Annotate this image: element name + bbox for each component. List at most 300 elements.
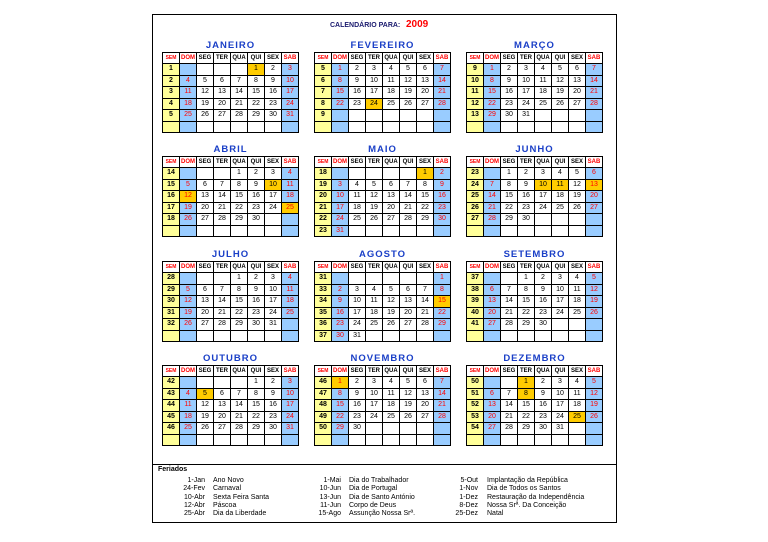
day-cell: 24 (518, 99, 534, 110)
holiday-name: Carnaval (213, 485, 242, 493)
week-number: 19 (315, 180, 331, 191)
holiday-day-cell: 1 (518, 377, 534, 388)
day-cell: 13 (569, 76, 585, 87)
weekday-header: TER (216, 159, 228, 165)
day-cell: 23 (248, 203, 264, 214)
week-number: 18 (315, 168, 331, 179)
week-header: SEM (163, 53, 179, 63)
day-cell (180, 377, 196, 388)
day-cell: 1 (332, 64, 348, 75)
month-grid (314, 365, 451, 446)
day-cell (569, 319, 585, 330)
day-cell: 4 (180, 76, 196, 87)
weekday-header: DOM (333, 368, 347, 374)
day-cell (569, 423, 585, 434)
day-cell: 27 (484, 423, 500, 434)
day-cell (214, 377, 230, 388)
day-cell: 2 (248, 273, 264, 284)
day-cell: 13 (484, 296, 500, 307)
weekday-header: SAB (283, 368, 297, 374)
day-cell: 12 (180, 296, 196, 307)
day-cell: 27 (417, 412, 433, 423)
week-number: 15 (163, 180, 179, 191)
month-block (314, 143, 451, 237)
day-cell: 3 (535, 168, 551, 179)
day-cell: 21 (417, 308, 433, 319)
week-number: 18 (163, 214, 179, 225)
day-cell: 5 (180, 285, 196, 296)
week-number: 46 (163, 423, 179, 434)
day-cell: 14 (214, 296, 230, 307)
day-cell (366, 122, 382, 133)
day-cell: 10 (366, 389, 382, 400)
day-cell: 26 (552, 99, 568, 110)
day-cell: 25 (569, 308, 585, 319)
day-cell: 26 (180, 214, 196, 225)
day-cell: 3 (282, 377, 298, 388)
month-title: JANEIRO (205, 40, 256, 51)
day-cell: 30 (248, 319, 264, 330)
weekday-header: SEX (266, 368, 279, 374)
weekday-header: TER (520, 159, 532, 165)
day-cell: 17 (366, 400, 382, 411)
month-title: DEZEMBRO (503, 353, 566, 364)
holiday-date: 10-Abr (183, 493, 205, 501)
day-cell (586, 110, 602, 121)
day-cell (434, 423, 450, 434)
holiday-date: 5-Out (460, 477, 478, 484)
day-cell (434, 226, 450, 237)
day-cell: 17 (535, 191, 551, 202)
weekday-header: SEX (570, 264, 583, 270)
week-header: SEM (467, 366, 483, 376)
day-cell (535, 110, 551, 121)
day-cell (332, 168, 348, 179)
week-number: 23 (467, 168, 483, 179)
day-cell: 19 (586, 400, 602, 411)
day-cell (417, 331, 433, 342)
holiday-day-cell: 5 (197, 389, 213, 400)
weekday-header: DOM (333, 55, 347, 61)
day-cell: 4 (569, 377, 585, 388)
day-cell: 15 (518, 296, 534, 307)
month-block (466, 352, 603, 446)
day-cell: 27 (214, 423, 230, 434)
holiday-name: Dia da Liberdade (213, 510, 267, 518)
day-cell: 4 (569, 273, 585, 284)
month-block (162, 39, 299, 133)
day-cell: 24 (552, 412, 568, 423)
day-cell (552, 110, 568, 121)
day-cell: 6 (400, 285, 416, 296)
day-cell (366, 168, 382, 179)
week-number (467, 226, 483, 237)
week-number: 23 (315, 226, 331, 237)
day-cell (383, 273, 399, 284)
day-cell: 5 (383, 285, 399, 296)
weekday-header: QUI (248, 262, 264, 272)
holiday-date: 15-Ago (318, 510, 341, 518)
day-cell (282, 226, 298, 237)
day-cell: 22 (518, 308, 534, 319)
day-cell: 28 (434, 99, 450, 110)
day-cell: 10 (282, 389, 298, 400)
day-cell (265, 435, 281, 446)
week-number: 37 (467, 273, 483, 284)
day-cell: 16 (332, 308, 348, 319)
weekday-header: QUA (536, 368, 550, 374)
holiday-date: 10-Jun (319, 485, 341, 493)
day-cell: 16 (518, 191, 534, 202)
day-cell: 20 (400, 308, 416, 319)
day-cell: 8 (518, 285, 534, 296)
day-cell (214, 435, 230, 446)
day-cell: 3 (366, 377, 382, 388)
week-number: 25 (467, 191, 483, 202)
day-cell (180, 64, 196, 75)
section-divider (152, 464, 617, 465)
day-cell: 18 (552, 191, 568, 202)
day-cell: 22 (434, 308, 450, 319)
day-cell: 19 (569, 191, 585, 202)
day-cell: 5 (586, 377, 602, 388)
day-cell: 17 (349, 308, 365, 319)
month-grid (314, 261, 451, 342)
day-cell: 16 (248, 296, 264, 307)
day-cell: 20 (417, 87, 433, 98)
day-cell: 27 (383, 214, 399, 225)
weekday-header: SEG (198, 264, 212, 270)
weekday-header: DOM (333, 264, 347, 270)
weekday-header: TER (368, 264, 380, 270)
day-cell (332, 122, 348, 133)
day-cell (400, 110, 416, 121)
day-cell: 27 (400, 319, 416, 330)
day-cell: 7 (214, 285, 230, 296)
day-cell (535, 122, 551, 133)
day-cell (552, 319, 568, 330)
holiday-date: 1-Mai (323, 477, 341, 484)
day-cell: 9 (434, 180, 450, 191)
weekday-header: SEX (570, 55, 583, 61)
week-number: 42 (163, 377, 179, 388)
day-cell: 23 (265, 412, 281, 423)
day-cell (400, 435, 416, 446)
day-cell (569, 435, 585, 446)
day-cell: 4 (282, 273, 298, 284)
day-cell: 4 (535, 64, 551, 75)
day-cell: 17 (518, 87, 534, 98)
weekday-header: SEG (198, 159, 212, 165)
day-cell: 29 (518, 319, 534, 330)
day-cell (248, 435, 264, 446)
weekday-header: SAB (587, 264, 601, 270)
day-cell: 21 (231, 412, 247, 423)
week-number: 34 (315, 296, 331, 307)
day-cell: 6 (214, 76, 230, 87)
day-cell (400, 122, 416, 133)
holiday-date: 1-Dez (459, 493, 478, 501)
day-cell: 18 (366, 308, 382, 319)
week-header: SEM (315, 366, 331, 376)
weekday-header: QUA (232, 159, 246, 165)
weekday-header: SEG (502, 55, 516, 61)
day-cell: 16 (265, 400, 281, 411)
day-cell: 23 (535, 308, 551, 319)
day-cell: 9 (248, 180, 264, 191)
weekday-header: TER (368, 159, 380, 165)
day-cell (383, 110, 399, 121)
day-cell: 29 (434, 319, 450, 330)
holiday-name: Ano Novo (213, 477, 244, 484)
day-cell: 17 (282, 400, 298, 411)
day-cell: 5 (552, 64, 568, 75)
week-number: 14 (163, 168, 179, 179)
day-cell (265, 331, 281, 342)
day-cell (586, 435, 602, 446)
month-block (466, 248, 603, 342)
day-cell: 24 (552, 308, 568, 319)
day-cell: 1 (231, 168, 247, 179)
day-cell: 21 (400, 203, 416, 214)
day-cell (434, 331, 450, 342)
week-number (315, 435, 331, 446)
day-cell (569, 331, 585, 342)
day-cell: 13 (214, 400, 230, 411)
day-cell: 7 (434, 377, 450, 388)
day-cell: 1 (231, 273, 247, 284)
day-cell (535, 435, 551, 446)
day-cell: 2 (434, 168, 450, 179)
day-cell (518, 226, 534, 237)
day-cell (332, 435, 348, 446)
day-cell: 15 (231, 296, 247, 307)
day-cell: 25 (282, 308, 298, 319)
weekday-header: SEX (266, 159, 279, 165)
month-block (162, 248, 299, 342)
holiday-date: 24-Fev (183, 485, 205, 493)
day-cell: 17 (366, 87, 382, 98)
week-number: 53 (467, 412, 483, 423)
weekday-header: QUI (248, 366, 264, 376)
day-cell: 31 (552, 423, 568, 434)
weekday-header: QUI (400, 262, 416, 272)
holiday-day-cell: 13 (586, 180, 602, 191)
weekday-header: DOM (485, 264, 499, 270)
week-number: 20 (315, 191, 331, 202)
day-cell: 9 (349, 389, 365, 400)
week-number: 32 (163, 319, 179, 330)
day-cell: 3 (518, 64, 534, 75)
week-number: 48 (315, 400, 331, 411)
week-number: 24 (467, 180, 483, 191)
day-cell: 1 (501, 168, 517, 179)
day-cell (349, 435, 365, 446)
day-cell: 9 (501, 76, 517, 87)
day-cell (484, 168, 500, 179)
day-cell: 8 (332, 389, 348, 400)
day-cell: 25 (180, 423, 196, 434)
day-cell: 14 (484, 191, 500, 202)
day-cell: 18 (282, 191, 298, 202)
day-cell: 12 (383, 296, 399, 307)
day-cell: 5 (400, 64, 416, 75)
day-cell: 6 (484, 285, 500, 296)
weekday-header: SAB (435, 368, 449, 374)
weekday-header: SEX (570, 368, 583, 374)
week-number: 22 (315, 214, 331, 225)
holiday-name: Páscoa (213, 501, 237, 509)
day-cell (282, 319, 298, 330)
day-cell (552, 214, 568, 225)
weekday-header: QUI (552, 366, 568, 376)
holiday-name: Dia de Todos os Santos (487, 485, 561, 493)
week-number: 30 (163, 296, 179, 307)
week-number: 13 (467, 110, 483, 121)
weekday-header: SAB (587, 368, 601, 374)
day-cell: 3 (552, 273, 568, 284)
day-cell: 20 (484, 308, 500, 319)
day-cell: 27 (197, 319, 213, 330)
month-title: OUTUBRO (202, 353, 259, 364)
holiday-name: Dia de Santo António (349, 493, 415, 501)
week-number: 35 (315, 308, 331, 319)
day-cell: 18 (349, 203, 365, 214)
day-cell: 13 (197, 191, 213, 202)
calendar-year: 2009 (406, 19, 429, 30)
day-cell: 23 (535, 412, 551, 423)
day-cell (197, 377, 213, 388)
day-cell: 22 (248, 412, 264, 423)
holiday-name: Implantação da República (487, 477, 568, 484)
day-cell: 11 (180, 87, 196, 98)
weekday-header: SAB (587, 55, 601, 61)
day-cell (501, 435, 517, 446)
week-number: 38 (467, 285, 483, 296)
day-cell: 25 (383, 412, 399, 423)
day-cell: 28 (417, 319, 433, 330)
day-cell: 12 (586, 389, 602, 400)
day-cell: 5 (366, 180, 382, 191)
day-cell: 15 (332, 87, 348, 98)
weekday-header: SEX (418, 159, 431, 165)
day-cell: 9 (248, 285, 264, 296)
day-cell (417, 226, 433, 237)
day-cell: 26 (383, 319, 399, 330)
day-cell: 31 (332, 226, 348, 237)
day-cell: 10 (265, 285, 281, 296)
day-cell: 11 (535, 76, 551, 87)
week-number: 51 (467, 389, 483, 400)
day-cell: 16 (265, 87, 281, 98)
holiday-date: 1-Nov (459, 485, 478, 493)
weekday-header: DOM (485, 368, 499, 374)
day-cell: 3 (265, 273, 281, 284)
day-cell: 14 (501, 400, 517, 411)
day-cell: 17 (265, 296, 281, 307)
holiday-name: Dia do Trabalhador (349, 477, 409, 484)
week-number: 31 (315, 273, 331, 284)
week-header: SEM (315, 262, 331, 272)
day-cell (214, 122, 230, 133)
weekday-header: SEG (198, 55, 212, 61)
day-cell: 11 (282, 285, 298, 296)
day-cell: 2 (332, 285, 348, 296)
holidays-heading: Feriados (158, 466, 188, 473)
week-number: 10 (467, 76, 483, 87)
weekday-header: DOM (485, 55, 499, 61)
week-header: SEM (163, 157, 179, 167)
weekday-header: SAB (587, 159, 601, 165)
day-cell: 19 (586, 296, 602, 307)
day-cell: 28 (434, 412, 450, 423)
day-cell: 7 (400, 180, 416, 191)
day-cell: 5 (569, 168, 585, 179)
weekday-header: QUA (232, 264, 246, 270)
month-block (162, 352, 299, 446)
month-grid (466, 156, 603, 237)
day-cell: 11 (349, 191, 365, 202)
weekday-header: SEX (418, 368, 431, 374)
day-cell: 19 (383, 308, 399, 319)
day-cell: 24 (265, 308, 281, 319)
month-grid (314, 156, 451, 237)
day-cell (552, 226, 568, 237)
day-cell (366, 226, 382, 237)
day-cell: 28 (501, 423, 517, 434)
day-cell: 7 (231, 389, 247, 400)
day-cell: 22 (231, 203, 247, 214)
weekday-header: QUA (384, 55, 398, 61)
weekday-header: SEG (350, 55, 364, 61)
month-grid (162, 52, 299, 133)
day-cell: 2 (535, 377, 551, 388)
day-cell: 6 (214, 389, 230, 400)
week-header: SEM (163, 262, 179, 272)
weekday-header: TER (520, 55, 532, 61)
day-cell: 2 (349, 377, 365, 388)
day-cell: 11 (180, 400, 196, 411)
week-number (315, 122, 331, 133)
day-cell (349, 168, 365, 179)
holiday-day-cell: 10 (535, 180, 551, 191)
day-cell: 28 (400, 214, 416, 225)
day-cell (180, 435, 196, 446)
day-cell (400, 168, 416, 179)
day-cell: 6 (417, 64, 433, 75)
day-cell: 12 (586, 285, 602, 296)
day-cell: 21 (214, 203, 230, 214)
day-cell: 21 (434, 87, 450, 98)
day-cell (586, 319, 602, 330)
day-cell: 22 (231, 308, 247, 319)
weekday-header: SEX (418, 264, 431, 270)
day-cell: 24 (366, 412, 382, 423)
day-cell: 18 (535, 87, 551, 98)
week-number: 52 (467, 400, 483, 411)
weekday-header: SAB (435, 159, 449, 165)
week-header: SEM (315, 157, 331, 167)
week-number (467, 435, 483, 446)
day-cell: 25 (383, 99, 399, 110)
day-cell: 10 (282, 76, 298, 87)
day-cell (180, 226, 196, 237)
holiday-name: Dia de Portugal (349, 485, 398, 493)
day-cell (214, 226, 230, 237)
day-cell: 6 (417, 377, 433, 388)
day-cell: 13 (197, 296, 213, 307)
day-cell (248, 331, 264, 342)
